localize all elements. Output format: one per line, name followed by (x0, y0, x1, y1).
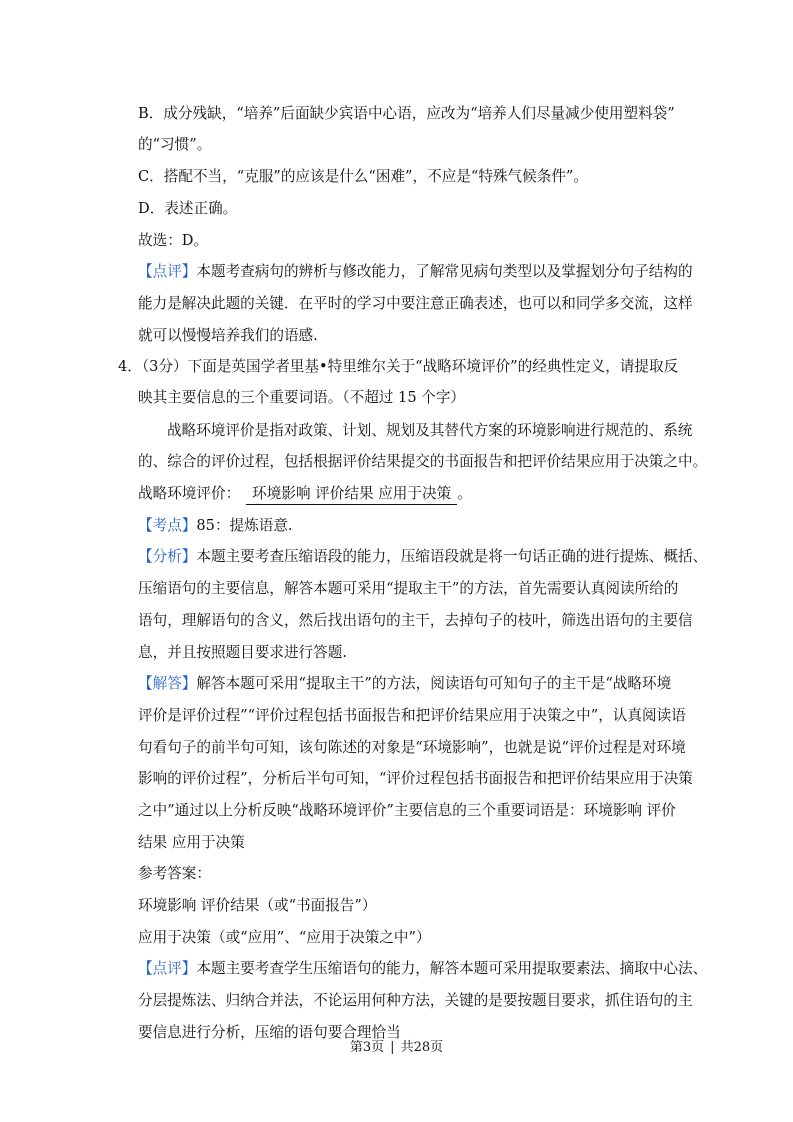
answer-prefix: 战略环境评价： (138, 485, 241, 502)
page-number: 第3页 (349, 1040, 385, 1055)
reference-line-2: 应用于决策（或“应用”、“应用于决策之中”） (138, 929, 431, 946)
review-2-line-3: 要信息进行分析，压缩的语句要合理恰当 (138, 1024, 401, 1041)
question-4-line-1: 4．（3分）下面是英国学者里基•特里维尔关于“战略环境评价”的经典性定义，请提取反 (118, 358, 679, 375)
review-1-text: 本题考查病句的辨析与修改能力，了解常见病句类型以及掌握划分句子结构的 (196, 263, 693, 280)
reference-line-1: 环境影响 评价结果（或“书面报告”） (138, 897, 377, 914)
review-1-line-1 (138, 262, 693, 282)
answer-end: 。 (457, 485, 472, 502)
fenxi-line-3: 语句，理解语句的含义，然后找出语句的主干，去掉句子的枝叶，筛选出语句的主要信 (138, 612, 693, 629)
question-4-line-2: 映其主要信息的三个重要词语。（不超过 15 个字） (138, 389, 466, 406)
option-d-line: D．表述正确。 (138, 200, 238, 217)
kaodian-text: 85：提炼语意. (196, 517, 293, 534)
option-c-line: C．搭配不当，“克服”的应该是什么“困难”，不应是“特殊气候条件”。 (138, 168, 588, 185)
fenxi-text: 本题主要考查压缩语段的能力，压缩语段就是将一句话正确的进行提炼、概括、 (196, 548, 708, 565)
option-b-line-2: 的“习惯”。 (138, 136, 212, 153)
jieda-line-1 (138, 674, 671, 694)
review-tag: 【点评】 (138, 263, 197, 280)
jieda-text: 解答本题可采用“提取主干”的方法，阅读语句可知句子的主干是“战略环境 (196, 675, 672, 692)
review-1-line-3: 就可以慢慢培养我们的语感. (138, 327, 318, 344)
jieda-tag: 【解答】 (138, 675, 197, 692)
page-total: 共28页 (400, 1040, 444, 1055)
jieda-line-6: 结果 应用于决策 (138, 834, 245, 851)
page-footer (0, 1038, 793, 1058)
fenxi-line-1 (138, 547, 707, 567)
footer-separator: | (390, 1040, 395, 1055)
fenxi-line-4: 息，并且按照题目要求进行答题. (138, 644, 347, 661)
kaodian-tag: 【考点】 (138, 517, 197, 534)
passage-line-2: 的、综合的评价过程，包括根据评价结果提交的书面报告和把评价结果应用于决策之中。 (138, 453, 708, 470)
review-2-text: 本题主要考查学生压缩语句的能力，解答本题可采用提取要素法、摘取中心法、 (196, 960, 708, 977)
jieda-line-5: 之中”通过以上分析反映“战略环境评价”主要信息的三个重要词语是：环境影响 评价 (138, 802, 676, 819)
review-2-tag: 【点评】 (138, 960, 197, 977)
passage-line-1: 战略环境评价是指对政策、计划、规划及其替代方案的环境影响进行规范的、系统 (167, 422, 693, 439)
jieda-line-4: 影响的评价过程”，分析后半句可知，“评价过程包括书面报告和把评价结果应用于决策 (138, 770, 693, 787)
kaodian-line (138, 516, 293, 536)
choice-line: 故选：D。 (138, 232, 209, 249)
reference-label: 参考答案： (138, 865, 211, 882)
answer-line (138, 484, 472, 505)
review-2-line-2: 分层提炼法、归纳合并法，不论运用何种方法，关键的是要按题目要求，抓住语句的主 (138, 992, 693, 1009)
fenxi-line-2: 压缩语句的主要信息，解答本题可采用“提取主干”的方法，首先需要认真阅读所给的 (138, 580, 679, 597)
fenxi-tag: 【分析】 (138, 548, 197, 565)
answer-fill-blank: 环境影响 评价结果 应用于决策 (246, 484, 457, 505)
review-2-line-1 (138, 959, 707, 979)
review-1-line-2: 能力是解决此题的关键．在平时的学习中要注意正确表述，也可以和同学多交流，这样 (138, 295, 693, 312)
jieda-line-2: 评价是评价过程”“评价过程包括书面报告和把评价结果应用于决策之中”，认真阅读语 (138, 707, 686, 724)
option-b-line-1: B．成分残缺，“培养”后面缺少宾语中心语，应改为“培养人们尽量减少使用塑料袋” (138, 105, 675, 122)
jieda-line-3: 句看句子的前半句可知，该句陈述的对象是“环境影响”，也就是说“评价过程是对环境 (138, 739, 686, 756)
